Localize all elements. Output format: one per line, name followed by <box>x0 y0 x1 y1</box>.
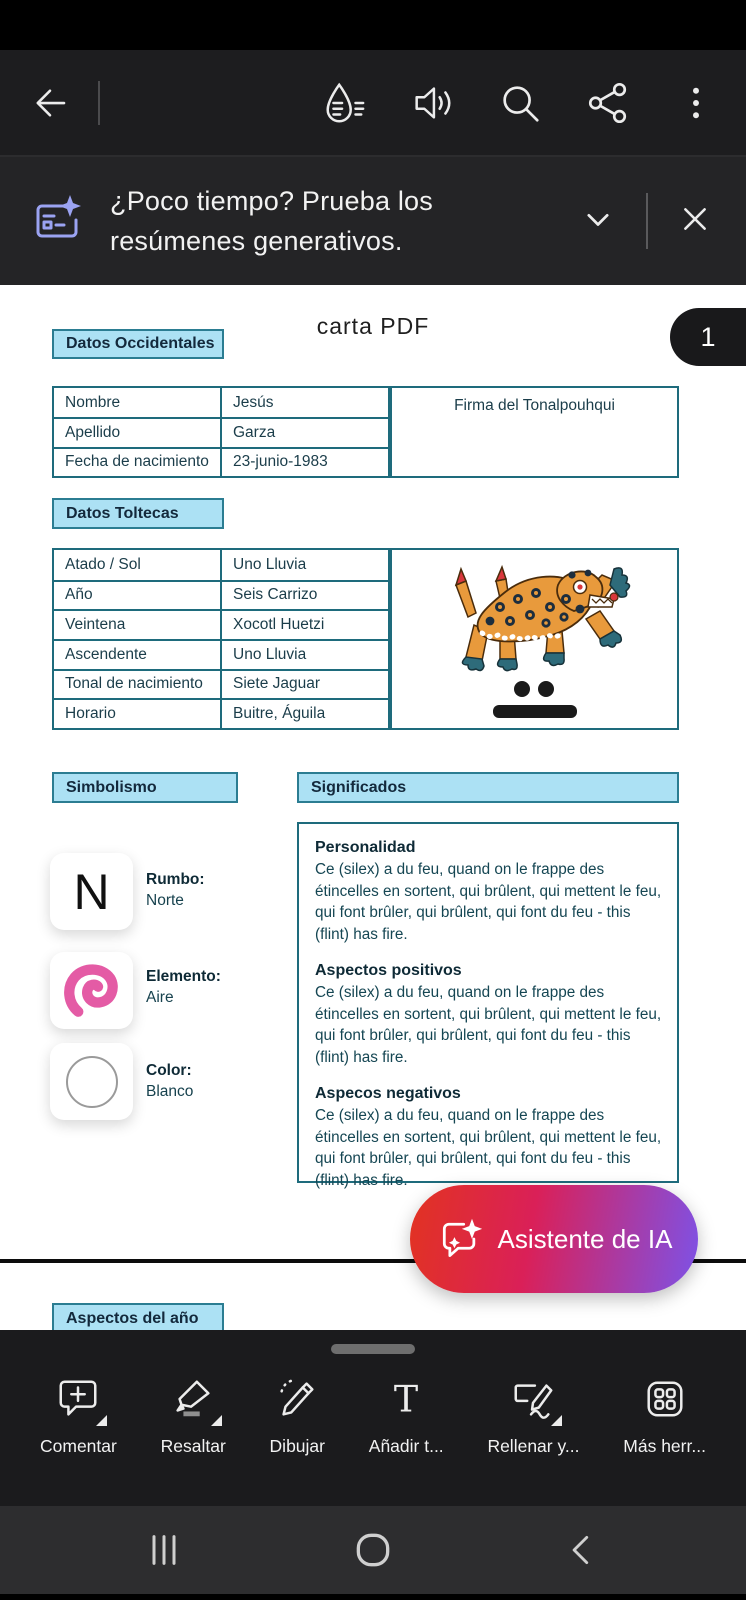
tool-label: Dibujar <box>269 1436 325 1456</box>
letter-n-icon: N <box>73 863 110 920</box>
table-cell: Jesús <box>233 393 274 411</box>
table-cell: Apellido <box>54 417 222 446</box>
comment-icon <box>53 1374 103 1424</box>
rumbo-label-block <box>146 869 205 911</box>
tool-label: Resaltar <box>160 1436 226 1456</box>
jaguar-glyph-image <box>430 555 640 673</box>
table-cell: Uno Lluvia <box>233 555 307 573</box>
significados-section-title: Personalidad <box>315 839 416 856</box>
table-cell: 23-junio-1983 <box>222 447 388 476</box>
color-label-block <box>146 1060 193 1102</box>
significados-section-text: Ce (silex) a du feu, quand on le frappe des étincelles en sortent, qui brûlent, qui mettent le feu, qui font brûler, qui brûlent, qui font du feu - this (flint) has fire. <box>315 1107 662 1189</box>
draw-icon <box>272 1374 322 1424</box>
highlight-icon <box>168 1374 218 1424</box>
tool-label: Rellenar y... <box>487 1436 580 1456</box>
tool-draw[interactable] <box>270 1374 325 1457</box>
back-nav-icon[interactable] <box>558 1526 606 1574</box>
table-cell: Fecha de nacimiento <box>54 447 222 476</box>
table-cell: Horario <box>54 698 222 728</box>
table-cell: Atado / Sol <box>54 550 222 580</box>
back-icon[interactable] <box>26 79 74 127</box>
significados-section <box>315 1085 662 1191</box>
banner-message: ¿Poco tiempo? Prueba los resúmenes generativos. <box>110 186 433 256</box>
top-toolbar <box>0 50 746 157</box>
recent-apps-icon[interactable] <box>140 1526 188 1574</box>
read-aloud-icon[interactable] <box>408 79 456 127</box>
bottom-strip <box>0 1594 746 1600</box>
annotation-toolbar <box>0 1330 746 1506</box>
tool-more-tools[interactable] <box>623 1374 706 1457</box>
jaguar-glyph-box <box>390 548 679 730</box>
liquid-mode-icon[interactable] <box>320 79 368 127</box>
significados-section-text: Ce (silex) a du feu, quand on le frappe des étincelles en sortent, qui brûlent, qui mettent le feu, qui font brûler, qui brûlent, qui font du feu - this (flint) has fire. <box>315 984 662 1066</box>
table-cell: Ascendente <box>54 639 222 669</box>
android-navigation-bar <box>0 1506 746 1594</box>
color-label: Color: <box>146 1062 192 1079</box>
elemento-card <box>50 952 133 1029</box>
significados-section <box>315 962 662 1068</box>
elemento-value: Aire <box>146 989 174 1006</box>
color-card <box>50 1043 133 1120</box>
table-cell: Seis Carrizo <box>222 580 388 610</box>
occidentales-table <box>52 386 390 478</box>
table-cell: Xocotl Huetzi <box>222 609 388 639</box>
table-cell: Veintena <box>54 609 222 639</box>
table-cell: Año <box>54 580 222 610</box>
submenu-indicator <box>211 1415 222 1426</box>
tool-highlight[interactable] <box>161 1374 226 1457</box>
pdf-page[interactable] <box>0 285 746 1330</box>
table-cell: Nombre <box>54 388 222 417</box>
section-header-datos-toltecas: Datos Toltecas <box>52 498 224 529</box>
ai-assistant-button[interactable] <box>410 1185 698 1293</box>
section-header-aspectos-del-ano: Aspectos del año <box>52 1303 224 1330</box>
table-cell: Tonal de nacimiento <box>54 669 222 699</box>
tool-label: Más herr... <box>623 1436 706 1456</box>
chevron-down-icon[interactable] <box>576 197 620 246</box>
significados-section <box>315 839 662 945</box>
generative-summary-icon <box>30 192 84 251</box>
table-cell: Buitre, Águila <box>222 698 388 728</box>
rumbo-value: Norte <box>146 892 184 909</box>
section-header-simbolismo: Simbolismo <box>52 772 238 803</box>
aztec-numeral-seven <box>475 679 595 723</box>
home-icon[interactable] <box>349 1526 397 1574</box>
elemento-label: Elemento: <box>146 968 221 985</box>
significados-section-title: Aspectos positivos <box>315 962 462 979</box>
generative-summary-banner <box>0 157 746 285</box>
elemento-label-block <box>146 966 221 1008</box>
tool-add-text[interactable] <box>369 1374 444 1457</box>
fill-sign-icon <box>508 1374 558 1424</box>
page-number-badge: 1 <box>670 308 746 366</box>
submenu-indicator <box>551 1415 562 1426</box>
tool-fill-sign[interactable] <box>487 1374 579 1457</box>
significados-section-text: Ce (silex) a du feu, quand on le frappe des étincelles en sortent, qui brûlent, qui mettent le feu, qui font brûler, qui brûlent, qui font du feu - this (flint) has fire. <box>315 861 662 943</box>
banner-divider <box>646 193 648 249</box>
signature-box: Firma del Tonalpouhqui <box>390 386 679 478</box>
submenu-indicator <box>96 1415 107 1426</box>
table-cell: Garza <box>222 417 388 446</box>
color-value: Blanco <box>146 1083 194 1100</box>
white-circle-icon <box>66 1056 118 1108</box>
section-header-significados: Significados <box>297 772 679 803</box>
document-title: carta PDF <box>316 313 430 339</box>
overflow-menu-icon[interactable] <box>672 79 720 127</box>
ai-assistant-icon <box>436 1215 484 1263</box>
search-icon[interactable] <box>496 79 544 127</box>
rumbo-label: Rumbo: <box>146 871 205 888</box>
svg-text:T: T <box>394 1377 419 1421</box>
more-tools-icon <box>640 1374 690 1424</box>
pink-spiral-icon <box>61 960 123 1022</box>
add-text-icon <box>381 1374 431 1424</box>
table-cell: Uno Lluvia <box>222 639 388 669</box>
toltecas-table <box>52 548 390 730</box>
section-header-datos-occidentales: Datos Occidentales <box>52 329 224 359</box>
share-icon[interactable] <box>584 79 632 127</box>
tool-comment[interactable] <box>40 1374 117 1457</box>
toolbar-divider <box>98 81 100 125</box>
drag-handle[interactable] <box>331 1344 415 1354</box>
table-cell: Siete Jaguar <box>222 669 388 699</box>
significados-panel <box>297 822 679 1189</box>
rumbo-card <box>50 853 133 930</box>
status-bar <box>0 0 746 50</box>
close-icon[interactable] <box>674 198 716 245</box>
ai-assistant-label: Asistente de IA <box>497 1223 673 1254</box>
tool-label: Añadir t... <box>368 1436 444 1456</box>
significados-section-title: Aspecos negativos <box>315 1085 461 1102</box>
tool-label: Comentar <box>40 1436 117 1456</box>
